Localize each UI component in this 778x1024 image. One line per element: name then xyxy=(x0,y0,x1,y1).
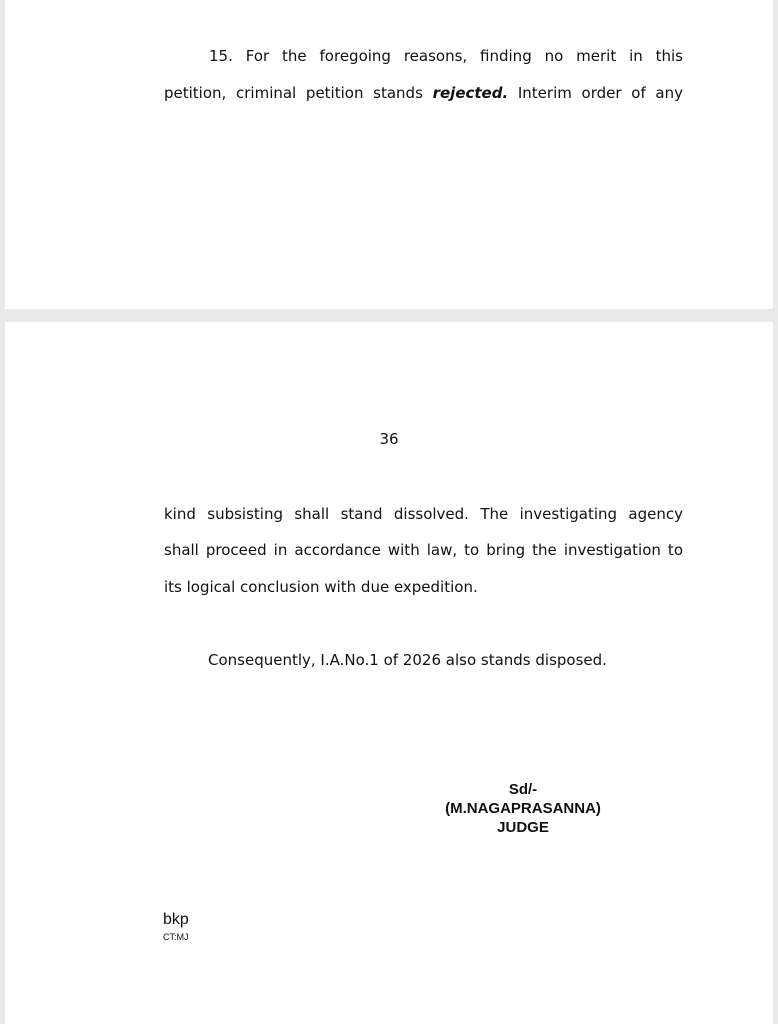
document-page-bottom xyxy=(5,322,773,1024)
ct-code: CT:MJ xyxy=(163,932,189,942)
signature-name: (M.NAGAPRASANNA) xyxy=(445,800,601,817)
continuation-line-2: shall proceed in accordance with law, to bring the investigation to xyxy=(164,541,683,559)
consequently-paragraph: Consequently, I.A.No.1 of 2026 also stands disposed. xyxy=(208,651,607,669)
typist-initials: bkp xyxy=(163,911,189,928)
continuation-line-1: kind subsisting shall stand dissolved. The investigating agency xyxy=(164,505,683,523)
paragraph-15-line-1: 15. For the foregoing reasons, finding no merit in this xyxy=(209,47,683,65)
document-page-top xyxy=(5,0,773,309)
page-number: 36 xyxy=(379,430,399,448)
signature-sd: Sd/- xyxy=(508,781,538,798)
rejected-emphasis: rejected. xyxy=(432,84,509,102)
line-2-text-before: petition, criminal petition stands xyxy=(164,84,433,102)
signature-title: JUDGE xyxy=(497,819,549,836)
line-2-text-after: Interim order of any xyxy=(508,84,683,102)
paragraph-15-line-2 xyxy=(164,83,683,103)
continuation-line-3: its logical conclusion with due expedition. xyxy=(164,578,478,596)
